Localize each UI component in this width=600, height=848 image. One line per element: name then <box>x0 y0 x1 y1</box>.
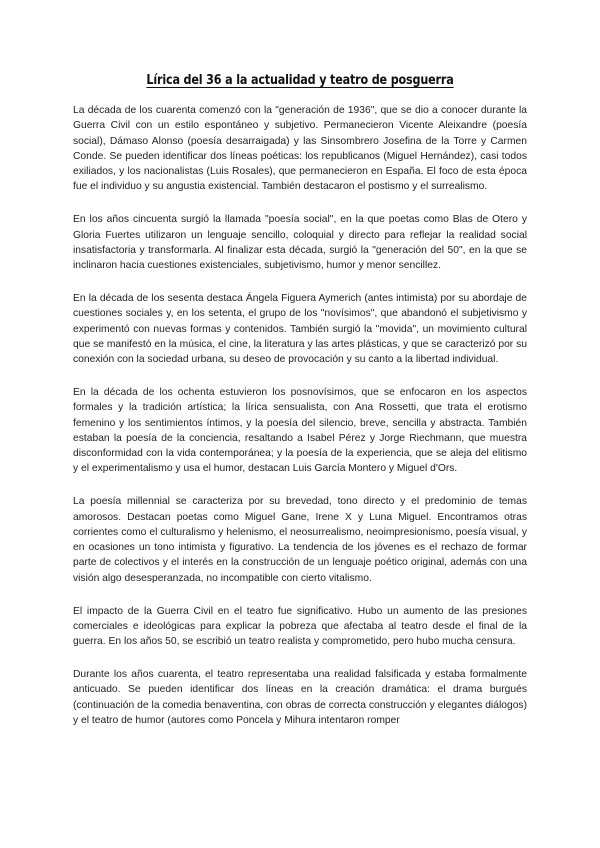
paragraph: Durante los años cuarenta, el teatro representaba una realidad falsificada y estaba formalmente anticuado. Se pueden identificar dos líneas en la creación dramática: el drama burgués (continuación de la comedia benaventina, con obras de correcta construcción y elegantes diálogos) y el teatro de humor (autores como Poncela y Mihura intentaron romper <box>73 668 527 726</box>
paragraph: En los años cincuenta surgió la llamada "poesía social", en la que poetas como Blas de Otero y Gloria Fuertes utilizaron un lenguaje sencillo, coloquial y directo para reflejar la realidad social insatisfactoria y transformarla. Al finalizar esta década, surgió la "generación del 50", en la que se inclinaron hacia cuestiones existenciales, subjetivismo, humor y menor sencillez. <box>73 214 527 272</box>
paragraph: El impacto de la Guerra Civil en el teatro fue significativo. Hubo un aumento de las presiones comerciales e ideológicas para explicar la pobreza que afectaba al teatro desde el final de la guerra. En los años 50, se escribió un teatro realista y comprometido, pero hubo mucha censura. <box>73 605 527 648</box>
document-body <box>73 103 527 746</box>
paragraph: En la década de los ochenta estuvieron los posnovísimos, que se enfocaron en los aspectos formales y la tradición artística; la lírica sensualista, con Ana Rossetti, que trata el erotismo femenino y los sentimientos íntimos, y la poesía del silencio, breve, sencilla y abstracta. También estaban la poesía de la conciencia, resaltando a Isabel Pérez y Jorge Riechmann, que muestra disconformidad con la vida contemporánea; y la poesía de la experiencia, que se aleja del elitismo y el experimentalismo y usa el humor, destacan Luis García Montero y Miguel d'Ors. <box>73 386 527 475</box>
paragraph: En la década de los sesenta destaca Ángela Figuera Aymerich (antes intimista) por su abordaje de cuestiones sociales y, en los setenta, el grupo de los "novísimos", que abandonó el subjetivismo y experimentó con nuevas formas y contenidos. También surgió la "movida", un movimiento cultural que se manifestó en la música, el cine, la literatura y las artes plásticas, y que se caracterizó por su conexión con la sociedad urbana, su deseo de provocación y su canto a la libertad individual. <box>73 292 527 366</box>
page-title: Lírica del 36 a la actualidad y teatro de posguerra <box>146 73 454 88</box>
paragraph: La poesía millennial se caracteriza por su brevedad, tono directo y el predominio de temas amorosos. Destacan poetas como Miguel Gane, Irene X y Luna Miguel. Encontramos otras corrientes como el culturalismo y helenismo, el neosurrealismo, neoimpresionismo, poesía visual, y en ocasiones un tono intimista y figurativo. La tendencia de los jóvenes es el rechazo de formar parte de colectivos y el interés en la construcción de un lenguaje poético original, además con una visión algo desesperanzada, no incompatible con cierto vitalismo. <box>73 496 527 584</box>
paragraph: La década de los cuarenta comenzó con la "generación de 1936", que se dio a conocer durante la Guerra Civil con un estilo espontáneo y subjetivo. Permanecieron Vicente Aleixandre (poesía social), Dámaso Alonso (poesía desarraigada) y las Sinsombrero Josefina de la Torre y Carmen Conde. Se pueden identificar dos líneas poéticas: los republicanos (Miguel Hernández), casi todos exiliados, y los nacionalistas (Luis Rosales), que permanecieron en España. El foco de esta época fue el individuo y su angustia existencial. También destacaron el postismo y el surrealismo. <box>73 105 527 193</box>
